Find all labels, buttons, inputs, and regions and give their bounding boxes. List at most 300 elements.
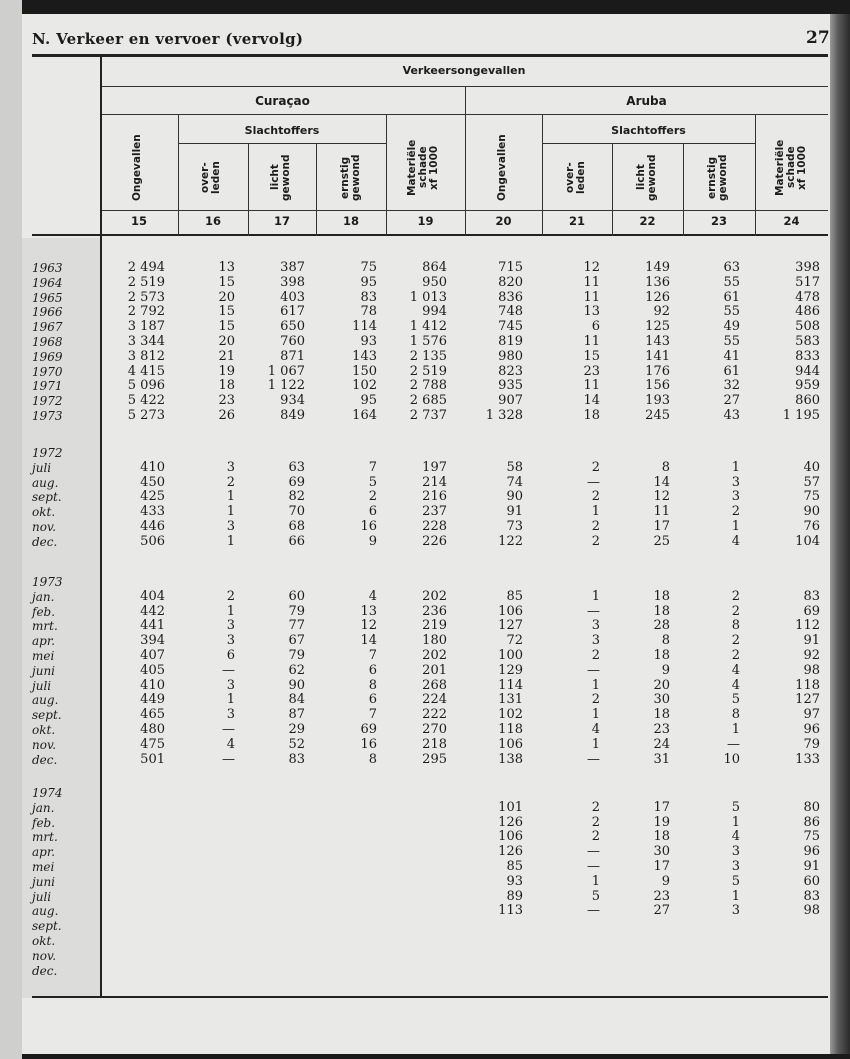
cell-col-24: 80: [803, 799, 820, 815]
cell-col-22: [600, 964, 670, 979]
cell-col-16: [165, 919, 235, 934]
cell-col-17: [235, 904, 305, 919]
cell-col-16: [165, 845, 235, 860]
cell-col-16: 19: [218, 363, 235, 379]
cell-col-21: 2: [591, 799, 600, 815]
cell-col-23: 61: [723, 289, 740, 305]
cell-col-22: 12: [653, 489, 670, 505]
cell-col-20: 126: [498, 844, 523, 860]
table-row: [22, 723, 822, 738]
cell-col-21: 3: [591, 633, 600, 649]
cell-col-15: 2 519: [127, 274, 165, 290]
cell-col-21: 14: [583, 393, 600, 409]
table-row: [22, 964, 822, 979]
cell-col-19: 270: [422, 721, 447, 737]
cell-col-23: 3: [731, 474, 740, 490]
cell-col-21: —: [587, 858, 600, 874]
cell-col-24: 60: [803, 873, 820, 889]
cell-col-20: 129: [498, 662, 523, 678]
cell-col-16: [165, 830, 235, 845]
cell-col-22: 245: [645, 407, 670, 423]
row-label: nov.: [32, 737, 57, 752]
row-label: 1968: [32, 334, 63, 349]
cell-col-24: 91: [803, 858, 820, 874]
table-row: [22, 693, 822, 708]
cell-col-20: 823: [498, 363, 523, 379]
cell-col-17: [235, 934, 305, 949]
cell-col-20: 980: [498, 348, 523, 364]
cell-col-21: 1: [591, 677, 600, 693]
cell-col-20: 126: [498, 814, 523, 830]
cell-col-18: 102: [352, 378, 377, 394]
cell-col-17: 83: [288, 751, 305, 767]
cell-col-16: 3: [226, 707, 235, 723]
cell-col-23: 2: [731, 588, 740, 604]
row-label: juli: [32, 460, 52, 475]
cell-col-20: 138: [498, 751, 523, 767]
cell-col-20: 127: [498, 618, 523, 634]
cell-col-24: 96: [803, 844, 820, 860]
cell-col-21: 2: [591, 518, 600, 534]
cell-col-17: [235, 890, 305, 905]
table-row: [22, 890, 822, 905]
cell-col-18: 143: [352, 348, 377, 364]
cell-col-24: 118: [795, 677, 820, 693]
row-label: 1963: [32, 261, 63, 275]
cell-col-17: 650: [280, 319, 305, 335]
table-row: [22, 904, 822, 919]
cell-col-18: 16: [360, 736, 377, 752]
cell-col-15: 405: [140, 662, 165, 678]
cell-col-22: 176: [645, 363, 670, 379]
table-row: [22, 461, 822, 476]
cell-col-18: [305, 860, 377, 875]
cell-col-18: [305, 919, 377, 934]
cell-col-23: 61: [723, 363, 740, 379]
page-title: N. Verkeer en vervoer (vervolg): [32, 30, 304, 48]
group-1974: [22, 786, 822, 978]
cell-col-24: [740, 934, 820, 949]
cell-col-22: [600, 919, 670, 934]
cell-col-16: 15: [218, 274, 235, 290]
cell-col-24: 833: [795, 348, 820, 364]
cell-col-17: 60: [288, 588, 305, 604]
cell-col-20: 102: [498, 707, 523, 723]
cell-col-21: —: [587, 474, 600, 490]
row-label: juni: [32, 663, 56, 678]
cell-col-17: [235, 860, 305, 875]
header-ongevallen-curacao: Ongevallen: [131, 134, 143, 201]
cell-col-23: 4: [731, 662, 740, 678]
cell-col-18: 5: [368, 474, 377, 490]
cell-col-19: [377, 934, 447, 949]
cell-col-19: 864: [422, 260, 447, 275]
row-label: 1965: [32, 290, 63, 305]
row-label: okt.: [32, 722, 56, 737]
cell-col-18: 114: [352, 319, 377, 335]
cell-col-21: 1: [591, 588, 600, 604]
cell-col-21: —: [587, 603, 600, 619]
cell-col-17: 69: [288, 474, 305, 490]
cell-col-15: 449: [140, 692, 165, 708]
cell-col-15: 2 494: [127, 260, 165, 275]
cell-col-18: 4: [368, 588, 377, 604]
cell-col-19: 1 576: [409, 333, 447, 349]
cell-col-17: 387: [280, 260, 305, 275]
cell-col-23: 55: [723, 304, 740, 320]
row-label: mei: [32, 648, 55, 663]
cell-col-17: [235, 801, 305, 816]
header-slachtoffers-curacao: Slachtoffers: [244, 124, 320, 137]
cell-col-17: [235, 830, 305, 845]
divider: [100, 114, 828, 115]
cell-col-16: 3: [226, 618, 235, 634]
cell-col-21: 1: [591, 504, 600, 520]
cell-col-23: [670, 934, 740, 949]
cell-col-18: 75: [360, 260, 377, 275]
cell-col-21: 2: [591, 489, 600, 505]
cell-col-16: 2: [226, 588, 235, 604]
row-label: juni: [32, 874, 56, 889]
cell-col-18: [305, 830, 377, 845]
cell-col-16: 21: [218, 348, 235, 364]
cell-col-16: 23: [218, 393, 235, 409]
table-row: [22, 753, 822, 768]
column-number: 21: [568, 214, 585, 228]
cell-col-20: 85: [506, 858, 523, 874]
cell-col-24: 1 195: [782, 407, 820, 423]
cell-col-17: 934: [280, 393, 305, 409]
cell-col-23: 5: [731, 799, 740, 815]
cell-col-20: [447, 964, 523, 979]
cell-col-24: 583: [795, 333, 820, 349]
header-overleden-aruba: over- leden: [564, 161, 587, 194]
cell-col-15: [100, 890, 165, 905]
table-row: [22, 261, 822, 276]
cell-col-15: 506: [140, 533, 165, 549]
cell-col-22: 8: [661, 633, 670, 649]
cell-col-18: 2: [368, 489, 377, 505]
cell-col-17: 70: [288, 504, 305, 520]
cell-col-15: 475: [140, 736, 165, 752]
cell-col-19: [377, 919, 447, 934]
cell-col-16: 1: [226, 489, 235, 505]
table-row: [22, 605, 822, 620]
cell-col-22: 24: [653, 736, 670, 752]
cell-col-15: 4 415: [127, 363, 165, 379]
cell-col-19: [377, 904, 447, 919]
cell-col-20: [447, 919, 523, 934]
cell-col-23: 55: [723, 333, 740, 349]
cell-col-17: 1 067: [267, 363, 305, 379]
header-licht-gewond-curacao: licht gewond: [269, 154, 292, 201]
cell-col-20: [447, 934, 523, 949]
cell-col-21: 18: [583, 407, 600, 423]
cell-col-24: [740, 919, 820, 934]
cell-col-20: 113: [498, 903, 523, 919]
cell-col-19: [377, 964, 447, 979]
cell-col-20: 74: [506, 474, 523, 490]
table-row: [22, 708, 822, 723]
group-year-label: 1973: [32, 575, 63, 589]
cell-col-24: 486: [795, 304, 820, 320]
row-label: mei: [32, 859, 55, 874]
cell-col-21: 23: [583, 363, 600, 379]
header-bottom-rule: [32, 234, 828, 236]
row-label: okt.: [32, 505, 56, 520]
cell-col-23: 3: [731, 844, 740, 860]
cell-col-24: 104: [795, 533, 820, 549]
cell-col-17: 66: [288, 533, 305, 549]
table-row: [22, 934, 822, 949]
row-label: nov.: [32, 948, 57, 963]
cell-col-18: 164: [352, 407, 377, 423]
cell-col-18: 14: [360, 633, 377, 649]
cell-col-20: 715: [498, 260, 523, 275]
cell-col-19: [377, 875, 447, 890]
cell-col-16: [165, 875, 235, 890]
row-label: mrt.: [32, 830, 58, 845]
cell-col-17: [235, 919, 305, 934]
cell-col-24: 90: [803, 504, 820, 520]
cell-col-24: 57: [803, 474, 820, 490]
cell-col-24: 398: [795, 260, 820, 275]
cell-col-21: 5: [591, 888, 600, 904]
cell-col-21: 15: [583, 348, 600, 364]
cell-col-22: 18: [653, 829, 670, 845]
cell-col-15: 2 792: [127, 304, 165, 320]
cell-col-21: 11: [583, 289, 600, 305]
header-materiele-schade-aruba: Materiële schade xf 1000: [774, 139, 808, 196]
cell-col-16: 13: [218, 260, 235, 275]
cell-col-16: [165, 816, 235, 831]
cell-col-22: 23: [653, 888, 670, 904]
row-label: juli: [32, 678, 52, 693]
cell-col-21: 11: [583, 274, 600, 290]
cell-col-19: 218: [422, 736, 447, 752]
row-label: juli: [32, 889, 52, 904]
cell-col-22: 149: [645, 260, 670, 275]
cell-col-15: 3 812: [127, 348, 165, 364]
table-row: [22, 535, 822, 550]
cell-col-22: 31: [653, 751, 670, 767]
cell-col-15: 3 187: [127, 319, 165, 335]
divider: [100, 210, 828, 211]
cell-col-20: 745: [498, 319, 523, 335]
cell-col-18: [305, 845, 377, 860]
cell-col-20: 122: [498, 533, 523, 549]
row-label: aug.: [32, 904, 59, 919]
table-row: [22, 619, 822, 634]
cell-col-15: 442: [140, 603, 165, 619]
cell-col-15: 407: [140, 647, 165, 663]
cell-col-23: 2: [731, 647, 740, 663]
cell-col-18: 8: [368, 751, 377, 767]
cell-col-23: 4: [731, 533, 740, 549]
cell-col-19: 236: [422, 603, 447, 619]
cell-col-15: [100, 919, 165, 934]
cell-col-18: 8: [368, 677, 377, 693]
cell-col-23: 1: [731, 459, 740, 475]
cell-col-24: 96: [803, 721, 820, 737]
table-row: [22, 816, 822, 831]
cell-col-20: 91: [506, 504, 523, 520]
cell-col-20: 1 328: [485, 407, 523, 423]
cell-col-21: [523, 949, 600, 964]
table-row: [22, 801, 822, 816]
cell-col-16: 15: [218, 319, 235, 335]
cell-col-19: 214: [422, 474, 447, 490]
cell-col-18: 6: [368, 692, 377, 708]
cell-col-21: 1: [591, 873, 600, 889]
row-label: 1967: [32, 320, 63, 335]
cell-col-17: 87: [288, 707, 305, 723]
cell-col-16: 3: [226, 518, 235, 534]
cell-col-20: 935: [498, 378, 523, 394]
row-label: 1964: [32, 275, 63, 290]
table-row: [22, 335, 822, 350]
cell-col-15: [100, 860, 165, 875]
cell-col-19: [377, 801, 447, 816]
cell-col-15: [100, 904, 165, 919]
cell-col-17: 63: [288, 459, 305, 475]
cell-col-24: [740, 964, 820, 979]
cell-col-22: 17: [653, 799, 670, 815]
cell-col-16: 4: [226, 736, 235, 752]
cell-col-24: [740, 949, 820, 964]
cell-col-15: [100, 949, 165, 964]
cell-col-24: 98: [803, 903, 820, 919]
cell-col-20: 819: [498, 333, 523, 349]
cell-col-15: 425: [140, 489, 165, 505]
cell-col-19: 268: [422, 677, 447, 693]
cell-col-15: 2 573: [127, 289, 165, 305]
cell-col-21: [523, 919, 600, 934]
cell-col-24: 86: [803, 814, 820, 830]
cell-col-16: [165, 904, 235, 919]
cell-col-24: 83: [803, 888, 820, 904]
cell-col-15: 441: [140, 618, 165, 634]
column-number: 20: [495, 214, 512, 228]
cell-col-15: 410: [140, 677, 165, 693]
cell-col-22: 25: [653, 533, 670, 549]
cell-col-21: 12: [583, 260, 600, 275]
cell-col-17: [235, 949, 305, 964]
cell-col-15: 5 096: [127, 378, 165, 394]
cell-col-22: 20: [653, 677, 670, 693]
cell-col-17: 52: [288, 736, 305, 752]
header-licht-gewond-aruba: licht gewond: [635, 154, 658, 201]
cell-col-19: 994: [422, 304, 447, 320]
cell-col-17: 1 122: [267, 378, 305, 394]
cell-col-18: 6: [368, 662, 377, 678]
header-ongevallen-aruba: Ongevallen: [496, 134, 508, 201]
cell-col-15: [100, 801, 165, 816]
header-aruba: Aruba: [626, 94, 667, 108]
table-row: [22, 379, 822, 394]
cell-col-20: [447, 949, 523, 964]
cell-col-23: 10: [723, 751, 740, 767]
cell-col-17: 871: [280, 348, 305, 364]
cell-col-18: 16: [360, 518, 377, 534]
header-ernstig-gewond-aruba: ernstig gewond: [706, 154, 729, 201]
row-label: aug.: [32, 475, 59, 490]
cell-col-16: [165, 949, 235, 964]
cell-col-18: [305, 890, 377, 905]
cell-col-23: 1: [731, 888, 740, 904]
cell-col-18: 93: [360, 333, 377, 349]
cell-col-19: 216: [422, 489, 447, 505]
row-label: dec.: [32, 752, 58, 767]
cell-col-16: 3: [226, 459, 235, 475]
cell-col-19: 2 788: [409, 378, 447, 394]
column-number: 15: [130, 214, 147, 228]
cell-col-15: [100, 964, 165, 979]
cell-col-19: 201: [422, 662, 447, 678]
cell-col-21: [523, 934, 600, 949]
cell-col-19: 2 519: [409, 363, 447, 379]
cell-col-19: 219: [422, 618, 447, 634]
cell-col-21: 6: [591, 319, 600, 335]
table-row: [22, 664, 822, 679]
cell-col-17: 398: [280, 274, 305, 290]
cell-col-20: 106: [498, 736, 523, 752]
cell-col-22: 92: [653, 304, 670, 320]
cell-col-22: 11: [653, 504, 670, 520]
cell-col-20: 101: [498, 799, 523, 815]
cell-col-18: 150: [352, 363, 377, 379]
table-row: [22, 860, 822, 875]
cell-col-16: [165, 801, 235, 816]
cell-col-17: [235, 845, 305, 860]
cell-col-24: 92: [803, 647, 820, 663]
cell-col-15: 394: [140, 633, 165, 649]
cell-col-19: 295: [422, 751, 447, 767]
cell-col-16: —: [222, 721, 235, 737]
cell-col-24: 98: [803, 662, 820, 678]
cell-col-16: 20: [218, 289, 235, 305]
table-row: [22, 394, 822, 409]
cell-col-19: 197: [422, 459, 447, 475]
cell-col-17: 617: [280, 304, 305, 320]
cell-col-20: 820: [498, 274, 523, 290]
cell-col-16: —: [222, 751, 235, 767]
column-number: 17: [273, 214, 290, 228]
table-row: [22, 291, 822, 306]
cell-col-23: 5: [731, 692, 740, 708]
cell-col-16: 3: [226, 633, 235, 649]
cell-col-21: —: [587, 662, 600, 678]
header-slachtoffers-aruba: Slachtoffers: [611, 124, 686, 137]
cell-col-20: 106: [498, 829, 523, 845]
cell-col-22: 156: [645, 378, 670, 394]
table-row: [22, 738, 822, 753]
cell-col-18: [305, 964, 377, 979]
cell-col-17: 68: [288, 518, 305, 534]
cell-col-17: 760: [280, 333, 305, 349]
table-row: [22, 505, 822, 520]
cell-col-23: 27: [723, 393, 740, 409]
cell-col-22: 126: [645, 289, 670, 305]
cell-col-21: 2: [591, 829, 600, 845]
cell-col-17: 82: [288, 489, 305, 505]
cell-col-16: [165, 934, 235, 949]
cell-col-24: 133: [795, 751, 820, 767]
cell-col-22: 136: [645, 274, 670, 290]
row-label: dec.: [32, 534, 58, 549]
table-row: [22, 350, 822, 365]
cell-col-23: 2: [731, 633, 740, 649]
